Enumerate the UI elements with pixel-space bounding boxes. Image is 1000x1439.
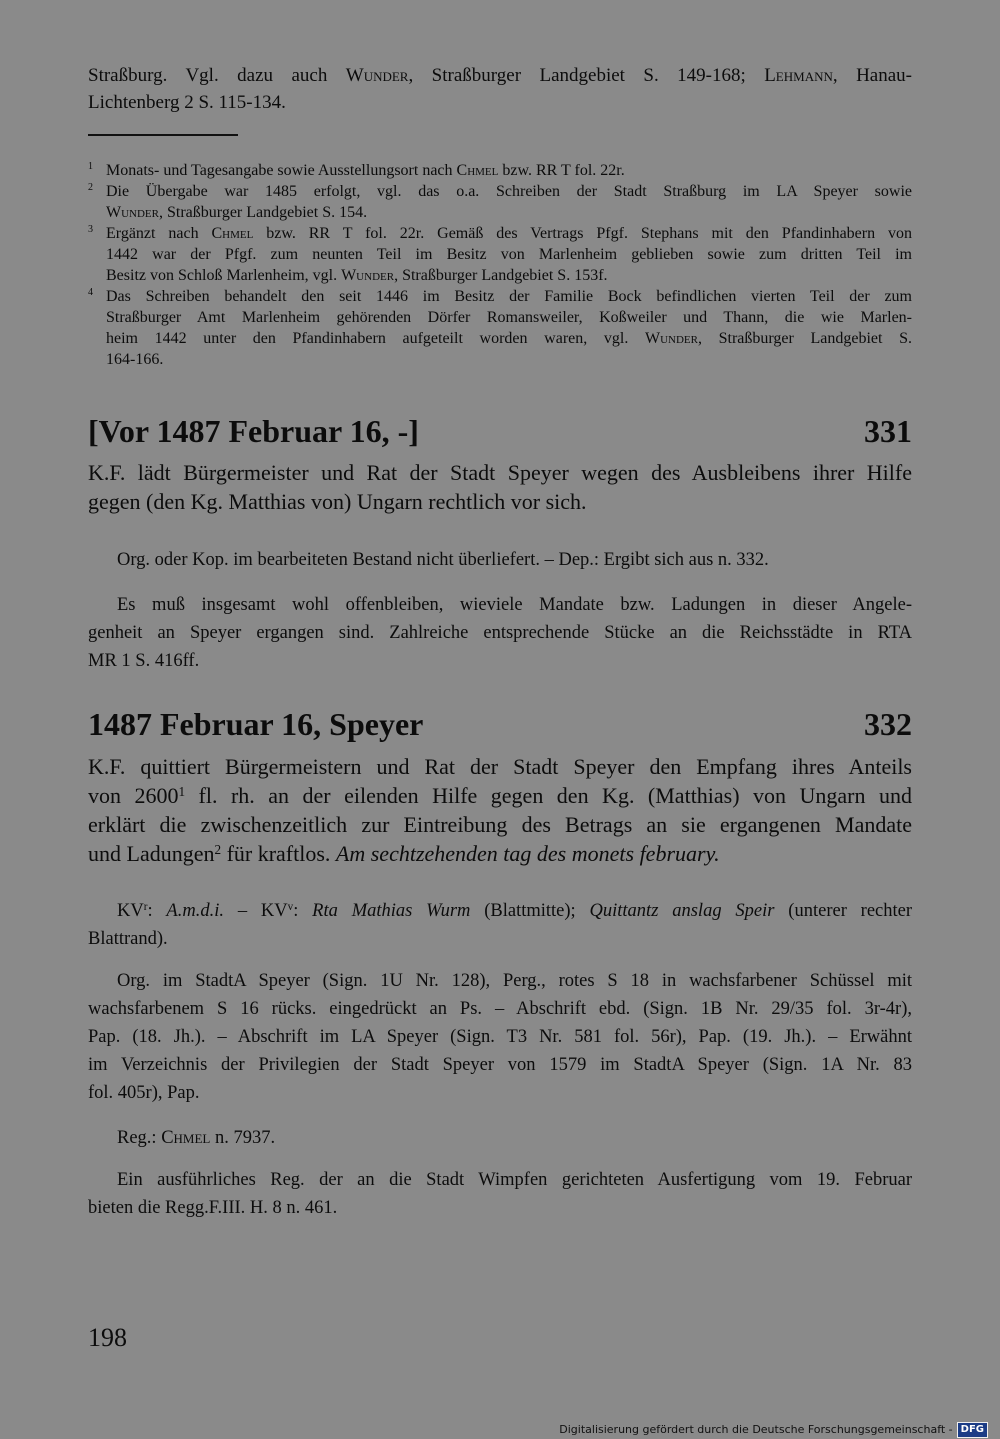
text-line: 1442 war der Pfgf. zum neunten Teil im Besitz von Marlenheim geblieben sowie zum dritten Teil im bbox=[106, 246, 912, 263]
footnote-1 bbox=[88, 160, 912, 181]
tradition-note-332 bbox=[88, 967, 912, 1107]
text-line: im Verzeichnis der Privilegien der Stadt Speyer von 1579 im StadtA Speyer (Sign. 1A Nr. 83 bbox=[88, 1055, 912, 1075]
footer-text: Digitalisierung gefördert durch die Deutsche Forschungsgemeinschaft - bbox=[559, 1423, 953, 1436]
text-line: Wunder, Straßburger Landgebiet S. 154. bbox=[106, 204, 368, 221]
footnote-ref: 1 bbox=[178, 783, 186, 799]
text-line: Besitz von Schloß Marlenheim, vgl. Wunder, Straßburger Landgebiet S. 153f. bbox=[106, 267, 608, 284]
footnote-3 bbox=[88, 223, 912, 286]
text-line: Lichtenberg 2 S. 115-134. bbox=[88, 92, 286, 113]
regest-reference-332 bbox=[88, 1124, 912, 1152]
footnote-mark: 3 bbox=[88, 224, 93, 235]
footnotes bbox=[88, 160, 912, 370]
text-line: MR 1 S. 416ff. bbox=[88, 651, 200, 671]
text-line: Das Schreiben behandelt den seit 1446 im Besitz der Familie Bock befindlichen vierten Teil der zum bbox=[106, 288, 912, 305]
regest-331 bbox=[88, 458, 912, 516]
text-line: Ein ausführliches Reg. der an die Stadt Wimpfen gerichteten Ausfertigung vom 19. Februar bbox=[117, 1170, 912, 1190]
footnote-mark: 4 bbox=[88, 287, 93, 298]
commentary-331 bbox=[88, 591, 912, 675]
text-line: gegen (den Kg. Matthias von) Ungarn rechtlich vor sich. bbox=[88, 489, 587, 514]
entry-number: 331 bbox=[864, 413, 912, 449]
text-line: Reg.: Chmel n. 7937. bbox=[117, 1128, 276, 1148]
digitization-footer bbox=[559, 1422, 988, 1438]
dfg-logo: DFG bbox=[957, 1422, 988, 1438]
text-line: Org. im StadtA Speyer (Sign. 1U Nr. 128), Perg., rotes S 18 in wachsfarbener Schüssel mit bbox=[117, 971, 912, 991]
text-line: Monats- und Tagesangabe sowie Ausstellungsort nach Chmel bzw. RR T fol. 22r. bbox=[106, 162, 625, 179]
text-line: Blattrand). bbox=[88, 929, 168, 949]
text-line: 164-166. bbox=[106, 351, 164, 368]
footnote-mark: 2 bbox=[88, 182, 93, 193]
text-line: wachsfarbenem S 16 rücks. eingedrückt an Ps. – Abschrift ebd. (Sign. 1B Nr. 29/35 fol. 3r-4r), bbox=[88, 999, 912, 1019]
commentary-332 bbox=[88, 1166, 912, 1222]
page-number: 198 bbox=[88, 1323, 127, 1352]
text-line: Org. oder Kop. im bearbeiteten Bestand nicht überliefert. – Dep.: Ergibt sich aus n. 332. bbox=[117, 550, 769, 570]
entry-heading-331 bbox=[88, 411, 912, 451]
text-line: fol. 405r), Pap. bbox=[88, 1083, 200, 1103]
text-line: genheit an Speyer ergangen sind. Zahlreiche entsprechende Stücke an die Reichsstädte in RTA bbox=[88, 623, 912, 643]
text-line: $KV^r$: A.m.d.i. – $KV^v$: Rta Mathias Wurm (Blattmitte); Quittantz anslag Speir (unterer rechter bbox=[117, 900, 913, 921]
text-line: erklärt die zwischenzeitlich zur Eintreibung des Betrags an sie ergangenen Mandate bbox=[88, 812, 912, 837]
footnote-divider bbox=[88, 134, 238, 136]
footnote-2 bbox=[88, 181, 912, 223]
endorsement-note-332 bbox=[88, 897, 912, 953]
text-line: Es muß insgesamt wohl offenbleiben, wieviele Mandate bzw. Ladungen in dieser Angele- bbox=[117, 595, 912, 615]
entry-title: 1487 Februar 16, Speyer bbox=[88, 706, 424, 742]
entry-title: [Vor 1487 Februar 16, -] bbox=[88, 413, 419, 449]
footnote-ref: 2 bbox=[214, 841, 222, 857]
text-line: Pap. (18. Jh.). – Abschrift im LA Speyer (Sign. T3 Nr. 581 fol. 56r), Pap. (19. Jh.). – Erwähnt bbox=[88, 1027, 912, 1047]
quote: Am sechtzehenden tag des monets february. bbox=[335, 841, 720, 866]
text-line: K.F. quittiert Bürgermeistern und Rat der Stadt Speyer den Empfang ihres Anteils bbox=[88, 754, 912, 779]
entry-number: 332 bbox=[864, 706, 912, 742]
footnote-mark: 1 bbox=[88, 161, 93, 172]
text-line: von 2600$^1$ fl. rh. an der eilenden Hilfe gegen den Kg. (Matthias) von Ungarn und bbox=[88, 783, 912, 808]
text-line: Die Übergabe war 1485 erfolgt, vgl. das o.a. Schreiben der Stadt Straßburg im LA Speyer sowie bbox=[106, 183, 912, 200]
text-line: und Ladungen$^2$ für kraftlos. Am sechtzehenden tag des monets february. bbox=[88, 841, 720, 866]
tradition-note-331 bbox=[88, 546, 912, 574]
continuation-paragraph bbox=[88, 62, 912, 116]
entry-heading-332 bbox=[88, 704, 912, 744]
text-line: bieten die Regg.F.III. H. 8 n. 461. bbox=[88, 1198, 338, 1218]
regest-332 bbox=[88, 752, 912, 868]
text-line: heim 1442 unter den Pfandinhabern aufgeteilt worden waren, vgl. Wunder, Straßburger Landgebiet S. bbox=[106, 330, 912, 347]
footnote-4 bbox=[88, 286, 912, 370]
text-line: Straßburg. Vgl. dazu auch Wunder, Straßburger Landgebiet S. 149-168; Lehmann, Hanau- bbox=[88, 65, 912, 86]
text-line: Straßburger Amt Marlenheim gehörenden Dörfer Romansweiler, Koßweiler und Thann, die wie Marlen- bbox=[106, 309, 912, 326]
text-line: Ergänzt nach Chmel bzw. RR T fol. 22r. Gemäß des Vertrags Pfgf. Stephans mit den Pfandinhabern von bbox=[106, 225, 913, 242]
text-line: K.F. lädt Bürgermeister und Rat der Stadt Speyer wegen des Ausbleibens ihrer Hilfe bbox=[88, 460, 912, 485]
